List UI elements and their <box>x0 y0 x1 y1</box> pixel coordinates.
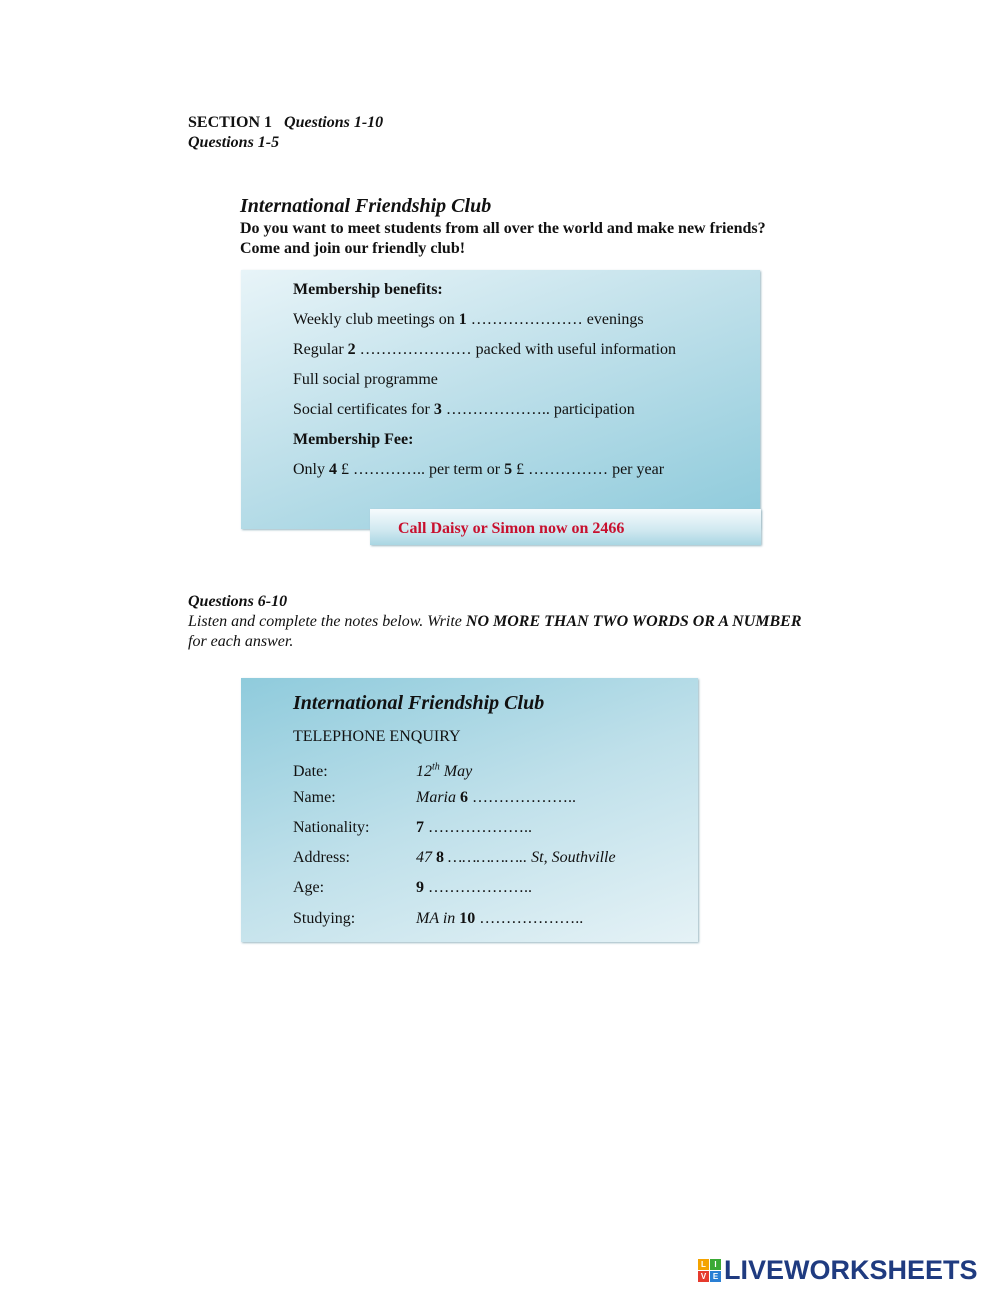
questions-range-part2: Questions 6-10 <box>188 593 288 610</box>
question-number-2: 2 <box>347 341 356 358</box>
instructions-emphasis: NO MORE THAN TWO WORDS OR A NUMBER <box>465 613 802 630</box>
club-title: International Friendship Club <box>240 195 492 217</box>
answer-blank-2[interactable]: ………………… packed with useful information <box>355 341 677 358</box>
logo-grid-icon <box>698 1259 721 1282</box>
answer-blank-9[interactable]: ……………….. <box>424 879 532 896</box>
benefits-heading: Membership benefits: <box>293 281 443 298</box>
question-number-3: 3 <box>433 401 442 418</box>
question-number-1: 1 <box>458 311 467 328</box>
benefit-line-2: Regular 2 ………………… packed with useful information <box>293 341 677 358</box>
enquiry-row-nationality: Nationality: 7 ……………….. <box>293 819 532 836</box>
questions-range-part1: Questions 1-5 <box>188 134 280 151</box>
membership-content <box>293 280 676 490</box>
enquiry-row-studying: Studying: MA in 10 ……………….. <box>293 910 584 927</box>
question-number-9: 9 <box>416 879 424 896</box>
answer-blank-5[interactable]: £ …………… per year <box>512 461 665 478</box>
answer-blank-7[interactable]: ……………….. <box>424 819 532 836</box>
answer-blank-3[interactable]: ……………….. participation <box>441 401 635 418</box>
questions-range-all: Questions 1-10 <box>284 114 384 131</box>
benefit-line-3: Full social programme <box>293 371 438 388</box>
answer-blank-6[interactable]: ……………….. <box>468 789 576 806</box>
logo-text: LIVEWORKSHEETS <box>724 1254 978 1285</box>
enquiry-subtitle: TELEPHONE ENQUIRY <box>293 728 461 745</box>
liveworksheets-logo <box>698 1254 978 1286</box>
enquiry-row-name: Name: Maria 6 ……………….. <box>293 789 576 806</box>
section-label: SECTION 1 <box>188 114 273 131</box>
enquiry-box <box>241 678 698 942</box>
answer-blank-8[interactable]: …………….. St, Southville <box>444 849 616 866</box>
intro-line-2: Come and join our friendly club! <box>240 240 466 257</box>
enquiry-row-age: Age: 9 ……………….. <box>293 879 532 896</box>
intro-line-1: Do you want to meet students from all over the world and make new friends? <box>240 220 766 237</box>
logo-cell: E <box>710 1271 721 1282</box>
answer-blank-4[interactable]: £ ………….. per term or <box>337 461 505 478</box>
enquiry-row-address: Address: 47 8 …………….. St, Southville <box>293 849 616 866</box>
answer-blank-1[interactable]: ………………… evenings <box>466 311 644 328</box>
question-number-4: 4 <box>329 461 337 478</box>
answer-blank-10[interactable]: ……………….. <box>475 910 584 927</box>
logo-cell: V <box>698 1271 709 1282</box>
benefit-line-4: Social certificates for 3 ……………….. participation <box>293 401 635 418</box>
enquiry-row-date: Date: 12th May <box>293 762 473 781</box>
date-value: 12th May <box>416 762 473 781</box>
question-number-6: 6 <box>460 789 468 806</box>
club-intro <box>240 219 840 259</box>
question-number-10: 10 <box>459 910 476 927</box>
benefit-line-1: Weekly club meetings on 1 ………………… evenings <box>293 311 644 328</box>
fee-heading: Membership Fee: <box>293 431 414 448</box>
fee-line: Only 4 £ ………….. per term or 5 £ …………… per year <box>293 461 665 478</box>
enquiry-title: International Friendship Club <box>293 692 545 714</box>
logo-cell: I <box>710 1259 721 1270</box>
logo-cell: L <box>698 1259 709 1270</box>
section-heading <box>188 113 383 133</box>
instructions: Listen and complete the notes below. Write NO MORE THAN TWO WORDS OR A NUMBER for each answer. <box>188 613 802 650</box>
question-number-7: 7 <box>416 819 424 836</box>
question-number-5: 5 <box>504 461 513 478</box>
call-text: Call Daisy or Simon now on 2466 <box>398 520 625 537</box>
question-number-8: 8 <box>436 849 444 866</box>
